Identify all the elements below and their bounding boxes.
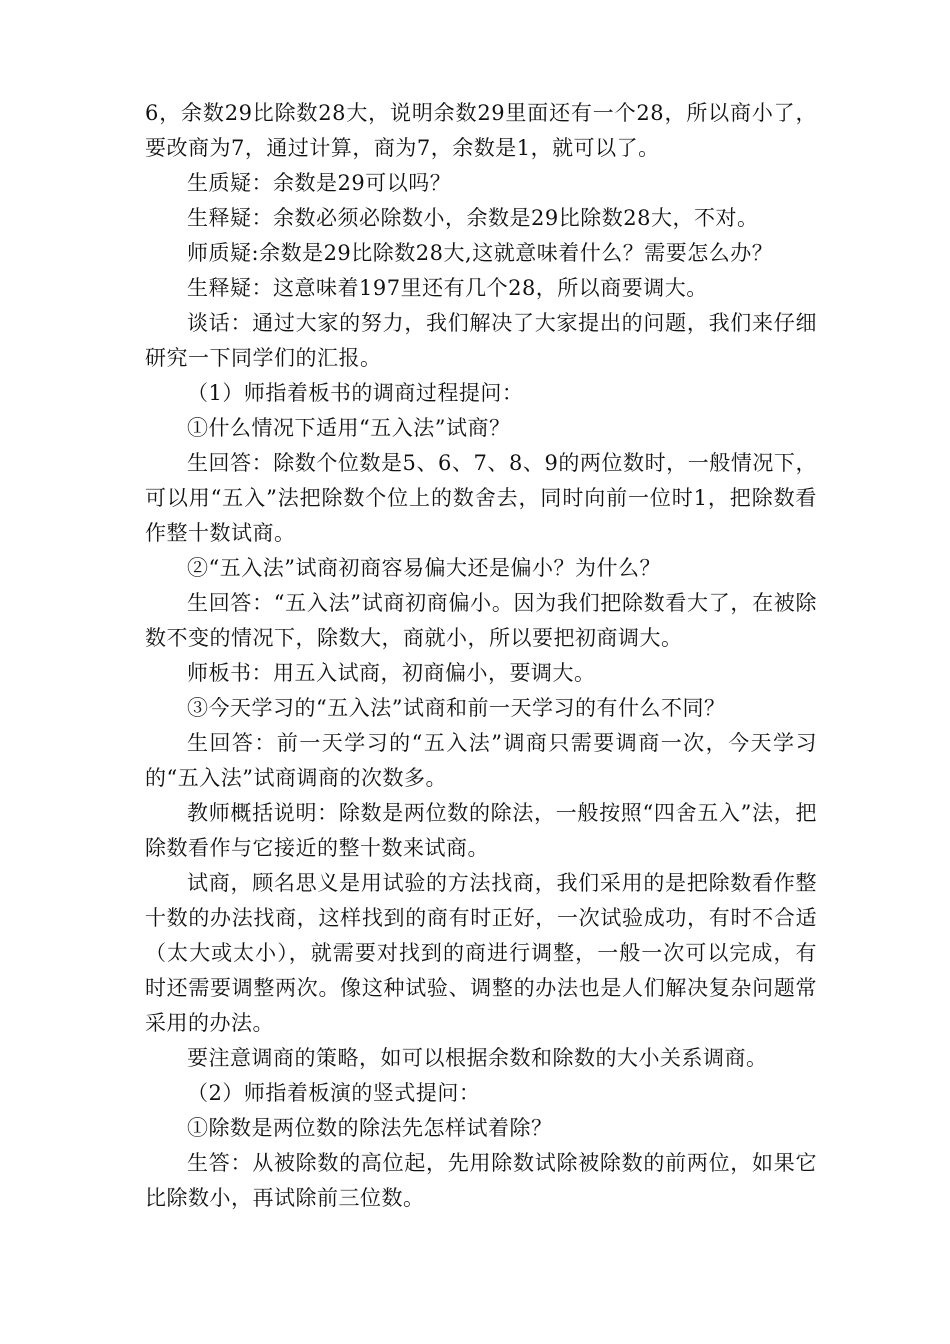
paragraph-student-answer-1: 生释疑：余数必须必除数小，余数是29比除数28大，不对。 [187, 206, 759, 230]
document-body [145, 96, 817, 1216]
paragraph-teacher-summary: 教师概括说明：除数是两位数的除法，一般按照“四舍五入”法，把除数看作与它接近的整十数来试商。 [145, 801, 817, 860]
paragraph-strategy-note: 要注意调商的策略，如可以根据余数和除数的大小关系调商。 [187, 1046, 768, 1070]
paragraph-section-2-heading: （2）师指着板演的竖式提问： [187, 1081, 481, 1105]
paragraph-teacher-board: 师板书：用五入试商，初商偏小，要调大。 [187, 661, 596, 685]
paragraph-question-3: ③今天学习的“五入法”试商和前一天学习的有什么不同？ [187, 696, 726, 720]
paragraph-question-1: ①什么情况下适用“五入法”试商？ [187, 416, 511, 440]
paragraph-answer-3: 生回答：前一天学习的“五入法”调商只需要调商一次，今天学习的“五入法”试商调商的次数多。 [145, 731, 817, 790]
paragraph-question-2: ②“五入法”试商初商容易偏大还是偏小？为什么？ [187, 556, 661, 580]
paragraph-talk: 谈话：通过大家的努力，我们解决了大家提出的问题，我们来仔细研究一下同学们的汇报。 [145, 311, 817, 370]
paragraph-continued-quotient-adjust: 6，余数29比除数28大，说明余数29里面还有一个28，所以商小了，要改商为7，通过计算，商为7，余数是1，就可以了。 [145, 101, 817, 160]
paragraph-answer-4: 生答：从被除数的高位起，先用除数试除被除数的前两位，如果它比除数小，再试除前三位数。 [145, 1151, 817, 1210]
paragraph-section-1-heading: （1）师指着板书的调商过程提问： [187, 381, 524, 405]
paragraph-student-question-1: 生质疑：余数是29可以吗？ [187, 171, 452, 195]
paragraph-answer-1: 生回答：除数个位数是5、6、7、8、9的两位数时，一般情况下，可以用“五入”法把除数个位上的数舍去，同时向前一位时1，把除数看作整十数试商。 [145, 451, 817, 545]
paragraph-student-answer-2: 生释疑：这意味着197里还有几个28，所以商要调大。 [187, 276, 708, 300]
paragraph-question-4: ①除数是两位数的除法先怎样试着除？ [187, 1116, 553, 1140]
paragraph-teacher-question: 师质疑:余数是29比除数28大,这就意味着什么？需要怎么办？ [187, 241, 774, 265]
paragraph-answer-2: 生回答：“五入法”试商初商偏小。因为我们把除数看大了，在被除数不变的情况下，除数大，商就小，所以要把初商调大。 [145, 591, 817, 650]
paragraph-trial-quotient: 试商，顾名思义是用试验的方法找商，我们采用的是把除数看作整十数的办法找商，这样找到的商有时正好，一次试验成功，有时不合适（太大或太小），就需要对找到的商进行调整，一般一次可以完成，有时还需要调整两次。像这种试验、调整的办法也是人们解决复杂问题常采用的办法。 [145, 871, 817, 1035]
